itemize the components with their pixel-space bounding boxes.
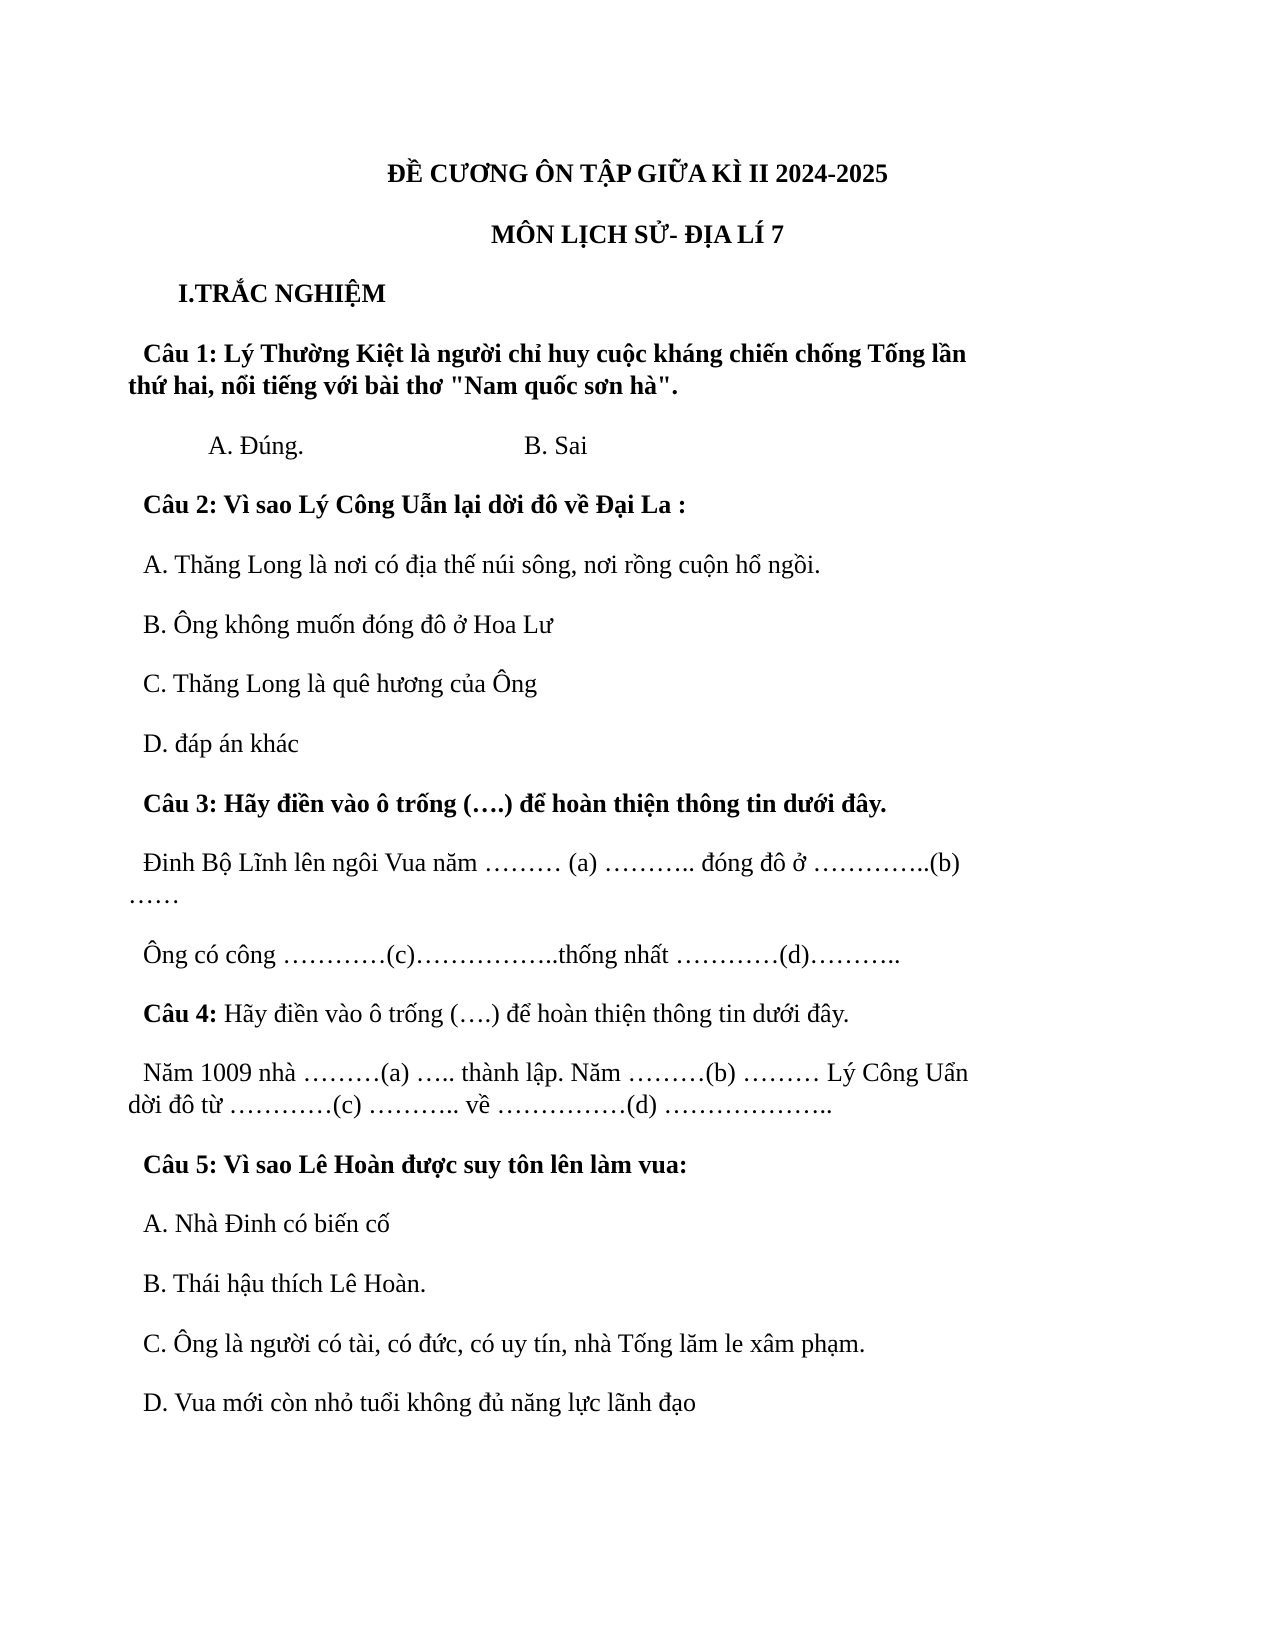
question-1-option-b: B. Sai — [524, 431, 588, 460]
question-4-fill-line2: dời đô từ …………(c) ……….. về ……………(d) ……………….. — [128, 1090, 833, 1119]
question-2-option-c: C. Thăng Long là quê hương của Ông — [143, 669, 538, 698]
question-1-stem-line2: thứ hai, nổi tiếng với bài thơ "Nam quốc sơn hà". — [128, 371, 678, 400]
question-3-fill-line1-cont: …… — [128, 880, 180, 909]
question-3-fill-line2: Ông có công …………(c)……………..thống nhất …………(d)……….. — [143, 940, 901, 969]
question-2-option-a: A. Thăng Long là nơi có địa thế núi sông, nơi rồng cuộn hổ ngồi. — [143, 550, 821, 579]
question-4-fill-line1: Năm 1009 nhà ………(a) ….. thành lập. Năm ………(b) ……… Lý Công Uẩn — [143, 1058, 969, 1087]
question-2-stem: Câu 2: Vì sao Lý Công Uẫn lại dời đô về Đại La : — [143, 490, 687, 519]
question-2-option-b: B. Ông không muốn đóng đô ở Hoa Lư — [143, 610, 553, 639]
question-5-option-a: A. Nhà Đinh có biến cố — [143, 1209, 390, 1238]
question-1-stem-line1: Câu 1: Lý Thường Kiệt là người chỉ huy cuộc kháng chiến chống Tống lần — [143, 339, 967, 368]
question-5-option-d: D. Vua mới còn nhỏ tuổi không đủ năng lực lãnh đạo — [143, 1388, 696, 1417]
document-subtitle: MÔN LỊCH SỬ- ĐỊA LÍ 7 — [490, 220, 784, 249]
section-heading: I.TRẮC NGHIỆM — [178, 279, 387, 308]
question-1-option-a: A. Đúng. — [208, 431, 305, 460]
question-4-stem-text: Hãy điền vào ô trống (….) để hoàn thiện thông tin dưới đây. — [217, 999, 850, 1028]
question-4-label: Câu 4: — [143, 999, 218, 1028]
question-5-stem: Câu 5: Vì sao Lê Hoàn được suy tôn lên làm vua: — [143, 1150, 688, 1179]
question-3-stem: Câu 3: Hãy điền vào ô trống (….) để hoàn thiện thông tin dưới đây. — [143, 789, 887, 818]
question-3-fill-line1: Đinh Bộ Lĩnh lên ngôi Vua năm ……… (a) ……….. đóng đô ở …………..(b) — [143, 848, 960, 877]
question-4-stem — [143, 998, 849, 1030]
question-5-option-c: C. Ông là người có tài, có đức, có uy tín, nhà Tống lăm le xâm phạm. — [143, 1329, 866, 1358]
question-5-option-b: B. Thái hậu thích Lê Hoàn. — [143, 1269, 427, 1298]
document-title: ĐỀ CƯƠNG ÔN TẬP GIỮA KÌ II 2024-2025 — [386, 159, 889, 188]
question-2-option-d: D. đáp án khác — [143, 729, 299, 758]
